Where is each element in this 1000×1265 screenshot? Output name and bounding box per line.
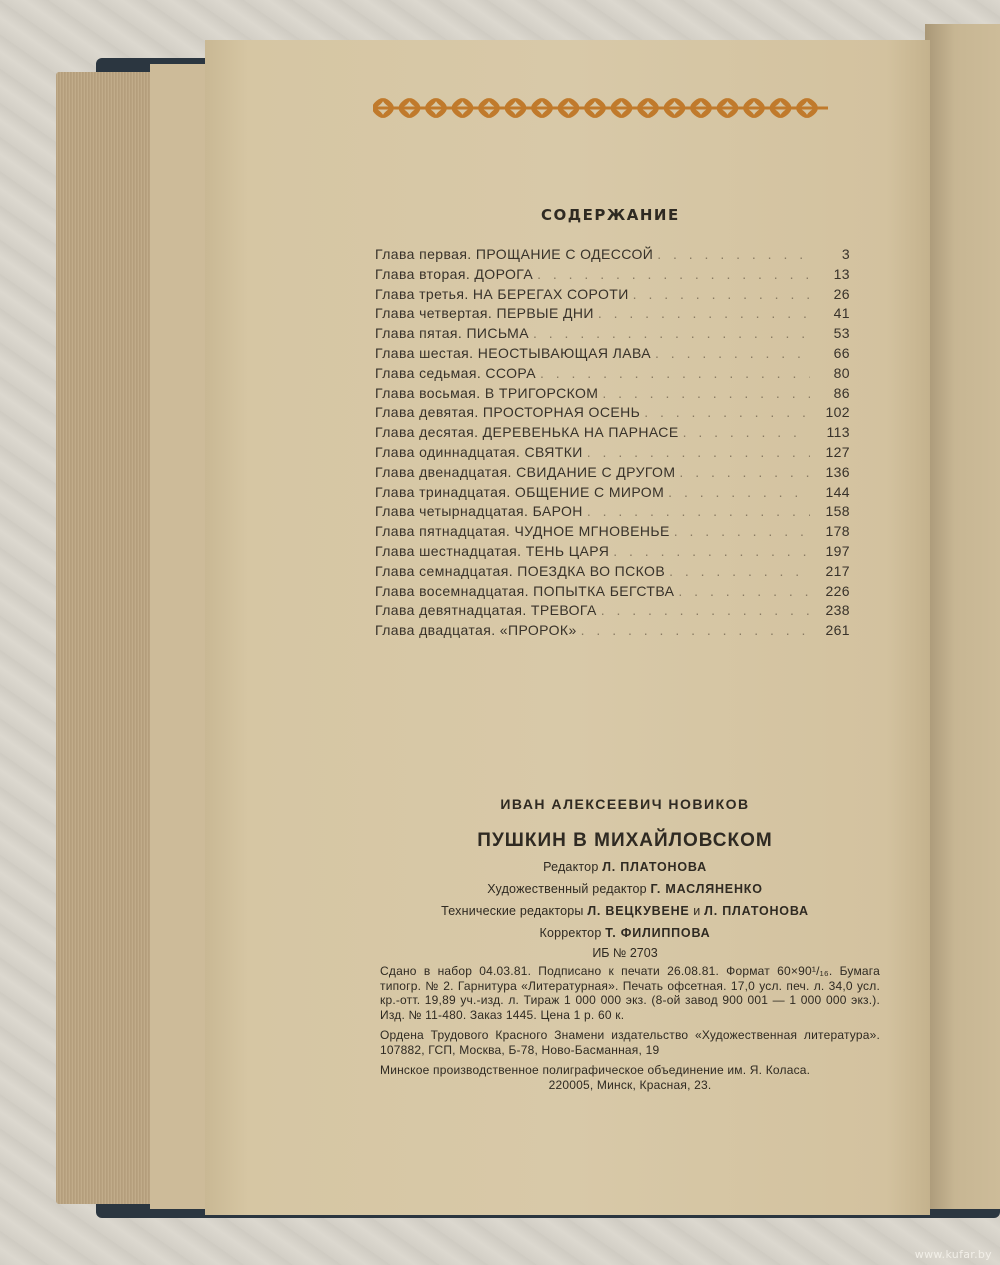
- toc-item-label: Глава девятнадцатая. ТРЕВОГА: [375, 602, 597, 619]
- toc-item-page: 226: [825, 582, 850, 599]
- tech-editor-1: Л. ВЕЦКУВЕНЕ: [587, 904, 690, 918]
- toc-item-page: 26: [833, 285, 850, 302]
- toc-item-label: Глава тринадцатая. ОБЩЕНИЕ С МИРОМ: [375, 483, 665, 500]
- contents-heading: СОДЕРЖАНИЕ: [541, 206, 680, 224]
- toc-item: [375, 304, 850, 324]
- toc-item-page: 217: [825, 562, 850, 579]
- art-editor-label: Художественный редактор: [487, 882, 647, 896]
- toc-dot-leader: [651, 344, 810, 364]
- toc-dot-leader: [536, 364, 810, 384]
- toc-item-page: 127: [825, 443, 850, 460]
- toc-item: [375, 483, 850, 503]
- corrector-name: Т. ФИЛИППОВА: [605, 926, 711, 940]
- toc-item: [375, 384, 850, 404]
- toc-item-label: Глава восьмая. В ТРИГОРСКОМ: [375, 384, 599, 401]
- leaf-ornament-icon: [373, 92, 833, 122]
- book-page: [205, 40, 930, 1215]
- watermark: www.kufar.by: [914, 1248, 992, 1261]
- toc-dot-leader: [609, 542, 810, 562]
- toc-item-label: Глава четвертая. ПЕРВЫЕ ДНИ: [375, 305, 594, 322]
- toc-item: [375, 285, 850, 305]
- toc-item-label: Глава девятая. ПРОСТОРНАЯ ОСЕНЬ: [375, 404, 641, 421]
- toc-item-page: 136: [825, 463, 850, 480]
- toc-item-page: 13: [833, 265, 850, 282]
- toc-item: [375, 463, 850, 483]
- toc-item-label: Глава одиннадцатая. СВЯТКИ: [375, 443, 583, 460]
- table-of-contents: [375, 245, 850, 641]
- editor-name: Л. ПЛАТОНОВА: [602, 860, 707, 874]
- toc-dot-leader: [583, 443, 810, 463]
- toc-dot-leader: [597, 601, 810, 621]
- editor-credit: [375, 860, 875, 874]
- print-details: Сдано в набор 04.03.81. Подписано к печати 26.08.81. Формат 60×90¹/₁₆. Бумага типогр. № 2. Гарнитура «Литературная». Печать офсетная. 17,0 усл. печ. л. 34,0 усл. кр.-отт. 19,89 уч.-изд. л. Тираж 1 000 000 экз. (8-ой завод 900 001 — 1 000 000 экз.). Изд. № 11-480. Заказ 1445. Цена 1 р. 60 к.: [380, 964, 880, 1022]
- toc-item: [375, 522, 850, 542]
- toc-dot-leader: [664, 483, 810, 503]
- toc-item-label: Глава шестнадцатая. ТЕНЬ ЦАРЯ: [375, 542, 610, 559]
- toc-item-label: Глава четырнадцатая. БАРОН: [375, 503, 583, 520]
- toc-item-page: 178: [825, 523, 850, 540]
- toc-dot-leader: [679, 423, 810, 443]
- toc-dot-leader: [529, 324, 810, 344]
- toc-item-label: Глава двадцатая. «ПРОРОК»: [375, 622, 577, 639]
- toc-dot-leader: [665, 562, 810, 582]
- toc-item-page: 113: [826, 424, 850, 441]
- toc-item-page: 238: [825, 602, 850, 619]
- toc-item: [375, 265, 850, 285]
- toc-item-label: Глава пятая. ПИСЬМА: [375, 325, 529, 342]
- toc-dot-leader: [674, 582, 810, 602]
- toc-item-label: Глава пятнадцатая. ЧУДНОЕ МГНОВЕНЬЕ: [375, 523, 670, 540]
- toc-item: [375, 344, 850, 364]
- publisher-info: Ордена Трудового Красного Знамени издательство «Художественная литература». 107882, ГСП, Москва, Б-78, Ново-Басманная, 19: [380, 1028, 880, 1057]
- toc-item-page: 3: [841, 246, 850, 262]
- toc-dot-leader: [640, 403, 810, 423]
- toc-item: [375, 582, 850, 602]
- tech-editors-label: Технические редакторы: [441, 904, 584, 918]
- toc-item: [375, 562, 850, 582]
- editor-label: Редактор: [543, 860, 599, 874]
- right-page-edge: [925, 24, 1000, 1209]
- tech-editor-2: Л. ПЛАТОНОВА: [704, 904, 809, 918]
- toc-dot-leader: [598, 384, 810, 404]
- toc-dot-leader: [594, 304, 810, 324]
- tech-editors-credit: [375, 904, 875, 918]
- toc-item-label: Глава десятая. ДЕРЕВЕНЬКА НА ПАРНАСЕ: [375, 424, 679, 441]
- toc-dot-leader: [675, 463, 810, 483]
- toc-item-page: 261: [825, 622, 850, 639]
- printer-line-1: Минское производственное полиграфическое объединение им. Я. Коласа.: [380, 1063, 811, 1077]
- toc-dot-leader: [583, 502, 810, 522]
- toc-item-page: 41: [833, 305, 850, 322]
- book-title: ПУШКИН В МИХАЙЛОВСКОМ: [477, 830, 773, 851]
- toc-item-page: 86: [833, 384, 850, 401]
- toc-item: [375, 364, 850, 384]
- toc-item-page: 53: [833, 325, 850, 342]
- toc-item-label: Глава седьмая. ССОРА: [375, 364, 536, 381]
- toc-dot-leader: [670, 522, 810, 542]
- toc-item-page: 158: [825, 503, 850, 520]
- toc-item: [375, 324, 850, 344]
- imprint-block: [375, 796, 875, 960]
- toc-item-page: 197: [825, 542, 850, 559]
- toc-item-page: 144: [825, 483, 850, 500]
- toc-item-page: 66: [833, 344, 850, 361]
- toc-dot-leader: [577, 621, 810, 641]
- toc-item-label: Глава третья. НА БЕРЕГАХ СОРОТИ: [375, 285, 629, 302]
- toc-item-page: 102: [825, 404, 850, 421]
- toc-item-label: Глава семнадцатая. ПОЕЗДКА ВО ПСКОВ: [375, 562, 666, 579]
- toc-item-label: Глава шестая. НЕОСТЫВАЮЩАЯ ЛАВА: [375, 344, 652, 361]
- toc-item: [375, 542, 850, 562]
- corrector-label: Корректор: [539, 926, 602, 940]
- art-editor-credit: [375, 882, 875, 896]
- toc-item: [375, 403, 850, 423]
- corrector-credit: [375, 926, 875, 940]
- toc-item: [375, 443, 850, 463]
- toc-item-label: Глава восемнадцатая. ПОПЫТКА БЕГСТВА: [375, 582, 675, 599]
- toc-item-label: Глава двенадцатая. СВИДАНИЕ С ДРУГОМ: [375, 463, 676, 480]
- toc-item: [375, 423, 850, 443]
- toc-dot-leader: [629, 285, 810, 305]
- toc-dot-leader: [533, 265, 810, 285]
- toc-item-label: Глава вторая. ДОРОГА: [375, 265, 534, 282]
- toc-item-label: Глава первая. ПРОЩАНИЕ С ОДЕССОЙ: [375, 246, 654, 262]
- publication-details: [380, 964, 880, 1092]
- toc-item: [375, 621, 850, 641]
- toc-item: [375, 502, 850, 522]
- printer-line-2: 220005, Минск, Красная, 23.: [548, 1077, 712, 1092]
- tech-editors-conj: и: [693, 904, 701, 918]
- art-editor-name: Г. МАСЛЯНЕНКО: [650, 882, 763, 896]
- toc-item: [375, 245, 850, 265]
- ib-number: ИБ № 2703: [592, 946, 658, 960]
- author-name: ИВАН АЛЕКСЕЕВИЧ НОВИКОВ: [500, 796, 750, 812]
- toc-item: [375, 601, 850, 621]
- toc-dot-leader: [653, 245, 810, 265]
- toc-item-page: 80: [833, 364, 850, 381]
